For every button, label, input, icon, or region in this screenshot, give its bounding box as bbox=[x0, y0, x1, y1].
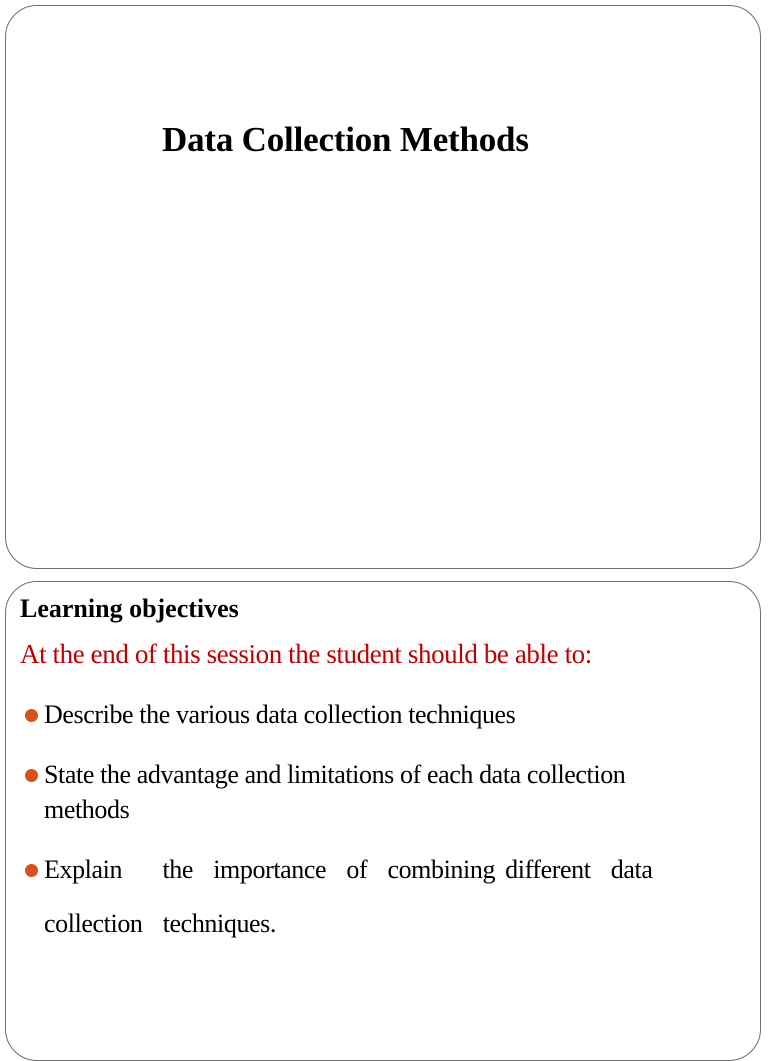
list-item bbox=[22, 852, 702, 951]
slide-learning-objectives bbox=[5, 581, 761, 1061]
bullet-dot-icon bbox=[25, 769, 38, 782]
list-item-text-line-2: collection techniques. bbox=[44, 909, 277, 938]
list-item-text-line-1: State the advantage and limitations of each data collection bbox=[44, 760, 626, 789]
bullet-dot-icon bbox=[25, 709, 38, 722]
list-item-text-line-2: methods bbox=[44, 795, 130, 824]
objectives-intro: At the end of this session the student should be able to: bbox=[20, 639, 592, 669]
bullet-dot-icon bbox=[25, 864, 38, 877]
list-item-text-line-1: Explain the importance of combining different data bbox=[44, 855, 653, 884]
list-item-text: Describe the various data collection techniques bbox=[44, 700, 516, 729]
list-item bbox=[22, 757, 702, 827]
slide-title bbox=[5, 5, 761, 569]
objectives-heading: Learning objectives bbox=[20, 594, 239, 623]
slide-title-text: Data Collection Methods bbox=[162, 120, 529, 159]
list-item bbox=[22, 697, 702, 733]
